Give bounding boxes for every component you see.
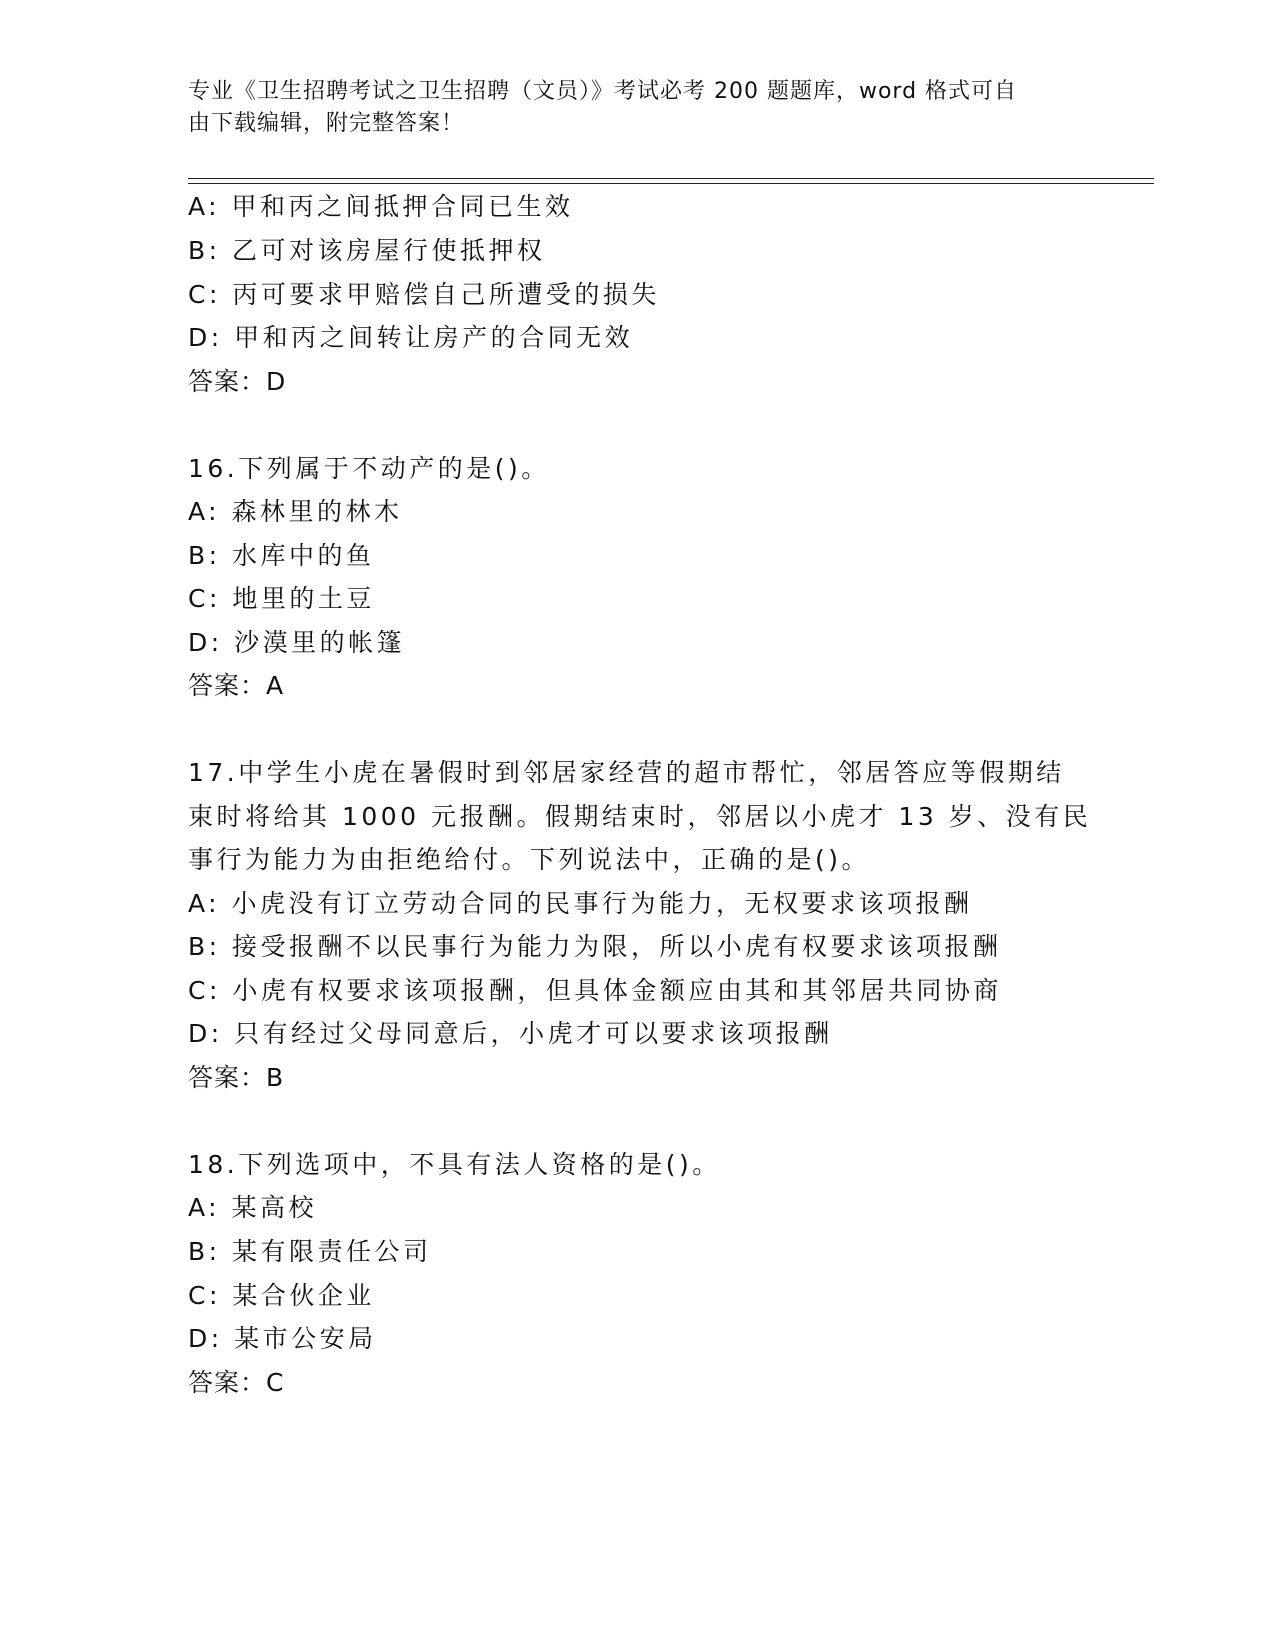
- q18-answer: 答案：C: [188, 1368, 285, 1397]
- header-divider-top: [188, 178, 1154, 179]
- q16-option-b: B: 水库中的鱼: [188, 541, 375, 570]
- q17-answer: 答案：B: [188, 1063, 285, 1092]
- q17-question-line-1: 17.中学生小虎在暑假时到邻居家经营的超市帮忙，邻居答应等假期结: [188, 758, 1065, 787]
- header-divider-bottom: [188, 183, 1154, 184]
- header-line-2: 由下载编辑，附完整答案！: [188, 111, 465, 136]
- q17-option-d: D: 只有经过父母同意后，小虎才可以要求该项报酬: [188, 1019, 833, 1048]
- q18-option-c: C: 某合伙企业: [188, 1281, 375, 1310]
- q17-option-b: B: 接受报酬不以民事行为能力为限，所以小虎有权要求该项报酬: [188, 932, 1002, 961]
- q16-answer: 答案：A: [188, 671, 285, 700]
- q16-option-d: D: 沙漠里的帐篷: [188, 628, 406, 657]
- q15-option-b: B: 乙可对该房屋行使抵押权: [188, 236, 546, 265]
- q18-option-a: A: 某高校: [188, 1193, 318, 1222]
- q18-option-b: B: 某有限责任公司: [188, 1237, 432, 1266]
- q15-answer: 答案：D: [188, 367, 287, 396]
- q15-option-a: A: 甲和丙之间抵押合同已生效: [188, 192, 574, 221]
- q17-question-line-2: 束时将给其 1000 元报酬。假期结束时，邻居以小虎才 13 岁、没有民: [188, 802, 1092, 831]
- q16-option-c: C: 地里的土豆: [188, 584, 375, 613]
- q18-question: 18.下列选项中，不具有法人资格的是()。: [188, 1150, 721, 1179]
- q16-question: 16.下列属于不动产的是()。: [188, 454, 550, 483]
- q16-option-a: A: 森林里的林木: [188, 497, 403, 526]
- q17-question-line-3: 事行为能力为由拒绝给付。下列说法中，正确的是()。: [188, 845, 871, 874]
- document-header: [188, 76, 1068, 140]
- q18-option-d: D: 某市公安局: [188, 1324, 377, 1353]
- q17-option-a: A: 小虎没有订立劳动合同的民事行为能力，无权要求该项报酬: [188, 889, 973, 918]
- header-line-1: 专业《卫生招聘考试之卫生招聘（文员）》考试必考 200 题题库，word 格式可自: [188, 79, 1018, 104]
- q15-option-c: C: 丙可要求甲赔偿自己所遭受的损失: [188, 280, 660, 309]
- q15-option-d: D: 甲和丙之间转让房产的合同无效: [188, 323, 634, 352]
- q17-option-c: C: 小虎有权要求该项报酬，但具体金额应由其和其邻居共同协商: [188, 976, 1002, 1005]
